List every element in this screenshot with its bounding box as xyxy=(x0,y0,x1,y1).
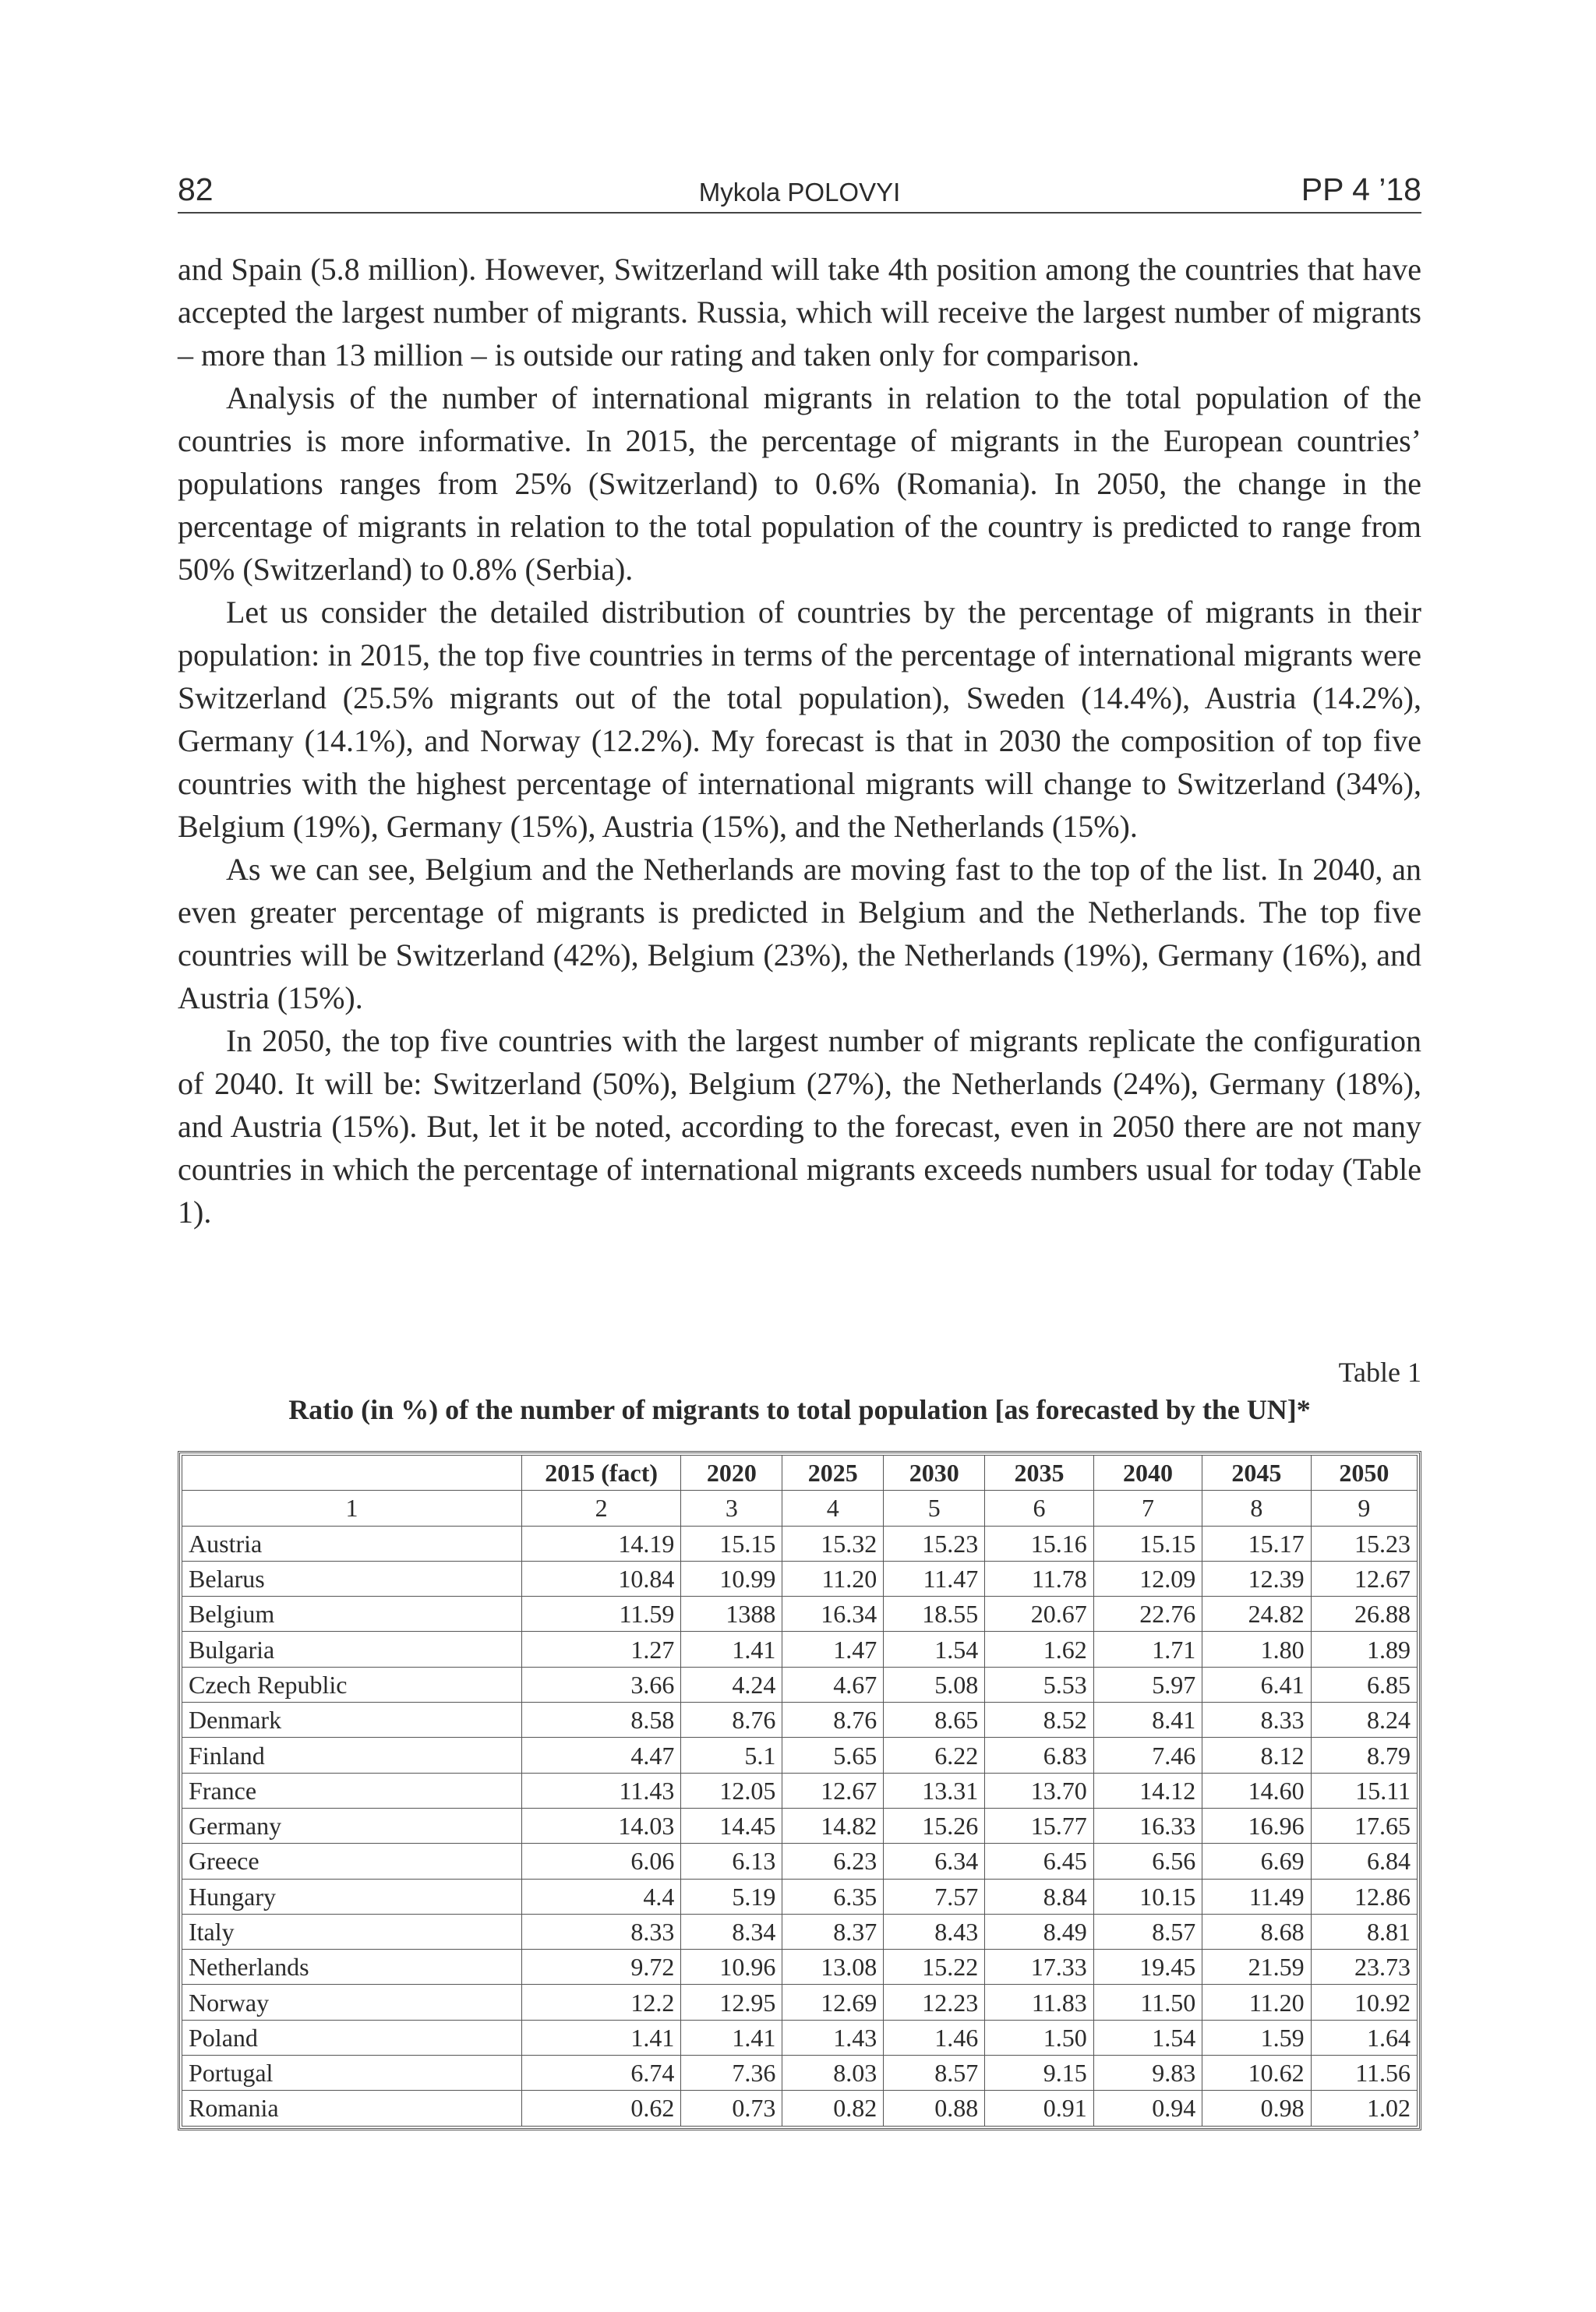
value-cell: 15.17 xyxy=(1202,1526,1311,1561)
country-cell: France xyxy=(182,1773,522,1808)
value-cell: 10.92 xyxy=(1311,1985,1417,2020)
value-cell: 5.97 xyxy=(1093,1667,1202,1702)
value-cell: 12.95 xyxy=(681,1985,782,2020)
value-cell: 1.41 xyxy=(681,2020,782,2055)
value-cell: 8.34 xyxy=(681,1914,782,1949)
value-cell: 0.62 xyxy=(521,2091,680,2126)
value-cell: 1.50 xyxy=(985,2020,1093,2055)
table-row xyxy=(182,1632,1418,1667)
value-cell: 6.06 xyxy=(521,1844,680,1879)
table-row xyxy=(182,1703,1418,1738)
value-cell: 12.39 xyxy=(1202,1561,1311,1596)
value-cell: 20.67 xyxy=(985,1597,1093,1632)
value-cell: 12.2 xyxy=(521,1985,680,2020)
value-cell: 24.82 xyxy=(1202,1597,1311,1632)
value-cell: 19.45 xyxy=(1093,1950,1202,1985)
column-header-year: 2030 xyxy=(884,1456,985,1491)
value-cell: 13.70 xyxy=(985,1773,1093,1808)
value-cell: 17.65 xyxy=(1311,1808,1417,1843)
value-cell: 11.56 xyxy=(1311,2056,1417,2091)
value-cell: 4.4 xyxy=(521,1879,680,1914)
value-cell: 15.16 xyxy=(985,1526,1093,1561)
value-cell: 12.23 xyxy=(884,1985,985,2020)
value-cell: 14.82 xyxy=(782,1808,884,1843)
value-cell: 10.15 xyxy=(1093,1879,1202,1914)
value-cell: 6.45 xyxy=(985,1844,1093,1879)
value-cell: 11.83 xyxy=(985,1985,1093,2020)
value-cell: 9.72 xyxy=(521,1950,680,1985)
value-cell: 11.47 xyxy=(884,1561,985,1596)
value-cell: 8.03 xyxy=(782,2056,884,2091)
value-cell: 16.96 xyxy=(1202,1808,1311,1843)
country-cell: Denmark xyxy=(182,1703,522,1738)
country-cell: Greece xyxy=(182,1844,522,1879)
value-cell: 16.34 xyxy=(782,1597,884,1632)
value-cell: 6.41 xyxy=(1202,1667,1311,1702)
value-cell: 6.22 xyxy=(884,1738,985,1773)
value-cell: 14.45 xyxy=(681,1808,782,1843)
value-cell: 4.47 xyxy=(521,1738,680,1773)
column-number-cell: 5 xyxy=(884,1491,985,1526)
value-cell: 8.57 xyxy=(1093,1914,1202,1949)
value-cell: 14.12 xyxy=(1093,1773,1202,1808)
country-cell: Germany xyxy=(182,1808,522,1843)
migrants-table xyxy=(182,1455,1418,2127)
value-cell: 0.94 xyxy=(1093,2091,1202,2126)
column-header-year: 2040 xyxy=(1093,1456,1202,1491)
country-cell: Hungary xyxy=(182,1879,522,1914)
value-cell: 11.59 xyxy=(521,1597,680,1632)
table-body xyxy=(182,1526,1418,2126)
column-header-year: 2035 xyxy=(985,1456,1093,1491)
country-cell: Romania xyxy=(182,2091,522,2126)
value-cell: 13.08 xyxy=(782,1950,884,1985)
paragraph: Let us consider the detailed distribution of countries by the percentage of migrants in their population: in 2015, the top five countries in terms of the percentage of international migrants were Switzerland (25.5% migrants out of the total population), Sweden (14.4%), Austria (14.2%), Germany (14.1%), and Norway (12.2%). My forecast is that in 2030 the composition of top five countries with the highest percentage of international migrants will change to Switzerland (34%), Belgium (19%), Germany (15%), Austria (15%), and the Netherlands (15%). xyxy=(178,595,1421,844)
value-cell: 12.09 xyxy=(1093,1561,1202,1596)
value-cell: 7.57 xyxy=(884,1879,985,1914)
value-cell: 10.96 xyxy=(681,1950,782,1985)
value-cell: 8.58 xyxy=(521,1703,680,1738)
value-cell: 5.65 xyxy=(782,1738,884,1773)
value-cell: 8.52 xyxy=(985,1703,1093,1738)
country-cell: Bulgaria xyxy=(182,1632,522,1667)
paragraph: and Spain (5.8 million). However, Switzerland will take 4th position among the countries that have accepted the largest number of migrants. Russia, which will receive the largest number of migrants – more than 13 million – is outside our rating and taken only for comparison. xyxy=(178,252,1421,372)
table-row xyxy=(182,2056,1418,2091)
value-cell: 15.77 xyxy=(985,1808,1093,1843)
value-cell: 11.20 xyxy=(782,1561,884,1596)
value-cell: 11.43 xyxy=(521,1773,680,1808)
value-cell: 6.84 xyxy=(1311,1844,1417,1879)
table-row xyxy=(182,1561,1418,1596)
value-cell: 11.50 xyxy=(1093,1985,1202,2020)
country-cell: Poland xyxy=(182,2020,522,2055)
table-row xyxy=(182,2020,1418,2055)
value-cell: 14.19 xyxy=(521,1526,680,1561)
table-row xyxy=(182,1985,1418,2020)
value-cell: 8.43 xyxy=(884,1914,985,1949)
value-cell: 10.62 xyxy=(1202,2056,1311,2091)
journal-issue: PP 4 ’18 xyxy=(1301,171,1421,207)
value-cell: 1388 xyxy=(681,1597,782,1632)
value-cell: 8.37 xyxy=(782,1914,884,1949)
value-cell: 1.62 xyxy=(985,1632,1093,1667)
value-cell: 15.15 xyxy=(1093,1526,1202,1561)
value-cell: 11.78 xyxy=(985,1561,1093,1596)
value-cell: 1.46 xyxy=(884,2020,985,2055)
country-cell: Netherlands xyxy=(182,1950,522,1985)
column-number-cell: 9 xyxy=(1311,1491,1417,1526)
value-cell: 8.33 xyxy=(1202,1703,1311,1738)
value-cell: 15.32 xyxy=(782,1526,884,1561)
table-row xyxy=(182,1879,1418,1914)
value-cell: 6.23 xyxy=(782,1844,884,1879)
column-header-country xyxy=(182,1456,522,1491)
table-row xyxy=(182,1844,1418,1879)
running-author: Mykola POLOVYI xyxy=(698,178,901,206)
value-cell: 4.67 xyxy=(782,1667,884,1702)
paragraph: In 2050, the top five countries with the largest number of migrants replicate the configuration of 2040. It will be: Switzerland (50%), Belgium (27%), the Netherlands (24%), Germany (18%), and Austria (15%). But, let it be noted, according to the forecast, even in 2050 there are not many countries in which the percentage of international migrants exceeds numbers usual for today (Table 1). xyxy=(178,1023,1421,1230)
value-cell: 12.86 xyxy=(1311,1879,1417,1914)
value-cell: 6.85 xyxy=(1311,1667,1417,1702)
value-cell: 15.26 xyxy=(884,1808,985,1843)
table-title: Ratio (in %) of the number of migrants to total population [as forecasted by the UN]* xyxy=(288,1394,1311,1425)
value-cell: 14.60 xyxy=(1202,1773,1311,1808)
value-cell: 3.66 xyxy=(521,1667,680,1702)
value-cell: 0.91 xyxy=(985,2091,1093,2126)
value-cell: 8.84 xyxy=(985,1879,1093,1914)
value-cell: 11.49 xyxy=(1202,1879,1311,1914)
value-cell: 15.15 xyxy=(681,1526,782,1561)
value-cell: 5.08 xyxy=(884,1667,985,1702)
value-cell: 8.76 xyxy=(782,1703,884,1738)
value-cell: 12.67 xyxy=(782,1773,884,1808)
value-cell: 8.81 xyxy=(1311,1914,1417,1949)
value-cell: 1.41 xyxy=(521,2020,680,2055)
table-row xyxy=(182,1738,1418,1773)
value-cell: 1.59 xyxy=(1202,2020,1311,2055)
value-cell: 8.68 xyxy=(1202,1914,1311,1949)
value-cell: 8.57 xyxy=(884,2056,985,2091)
column-number-cell: 7 xyxy=(1093,1491,1202,1526)
value-cell: 11.20 xyxy=(1202,1985,1311,2020)
column-number-cell: 4 xyxy=(782,1491,884,1526)
column-header-year: 2020 xyxy=(681,1456,782,1491)
value-cell: 22.76 xyxy=(1093,1597,1202,1632)
value-cell: 1.54 xyxy=(1093,2020,1202,2055)
value-cell: 15.22 xyxy=(884,1950,985,1985)
value-cell: 15.11 xyxy=(1311,1773,1417,1808)
value-cell: 1.27 xyxy=(521,1632,680,1667)
value-cell: 15.23 xyxy=(884,1526,985,1561)
column-header-year: 2025 xyxy=(782,1456,884,1491)
country-cell: Belarus xyxy=(182,1561,522,1596)
table-column-number-row xyxy=(182,1491,1418,1526)
value-cell: 1.71 xyxy=(1093,1632,1202,1667)
value-cell: 1.02 xyxy=(1311,2091,1417,2126)
country-cell: Italy xyxy=(182,1914,522,1949)
country-cell: Czech Republic xyxy=(182,1667,522,1702)
table-row xyxy=(182,1914,1418,1949)
value-cell: 6.34 xyxy=(884,1844,985,1879)
value-cell: 0.88 xyxy=(884,2091,985,2126)
value-cell: 1.41 xyxy=(681,1632,782,1667)
value-cell: 1.64 xyxy=(1311,2020,1417,2055)
value-cell: 7.46 xyxy=(1093,1738,1202,1773)
table-label: Table 1 xyxy=(1338,1357,1421,1388)
value-cell: 1.89 xyxy=(1311,1632,1417,1667)
value-cell: 1.54 xyxy=(884,1632,985,1667)
table-row xyxy=(182,1808,1418,1843)
value-cell: 18.55 xyxy=(884,1597,985,1632)
table-row xyxy=(182,1667,1418,1702)
value-cell: 6.13 xyxy=(681,1844,782,1879)
value-cell: 1.80 xyxy=(1202,1632,1311,1667)
paragraph: Analysis of the number of international migrants in relation to the total population of the countries is more informative. In 2015, the percentage of migrants in the European countries’ populations ranges from 25% (Switzerland) to 0.6% (Romania). In 2050, the change in the percentage of migrants in relation to the total population of the country is predicted to range from 50% (Switzerland) to 0.8% (Serbia). xyxy=(178,380,1421,587)
value-cell: 21.59 xyxy=(1202,1950,1311,1985)
column-header-year: 2045 xyxy=(1202,1456,1311,1491)
value-cell: 5.19 xyxy=(681,1879,782,1914)
column-number-cell: 8 xyxy=(1202,1491,1311,1526)
value-cell: 17.33 xyxy=(985,1950,1093,1985)
value-cell: 10.99 xyxy=(681,1561,782,1596)
table-row xyxy=(182,2091,1418,2126)
value-cell: 7.36 xyxy=(681,2056,782,2091)
value-cell: 0.82 xyxy=(782,2091,884,2126)
column-number-cell: 2 xyxy=(521,1491,680,1526)
value-cell: 26.88 xyxy=(1311,1597,1417,1632)
article-body xyxy=(178,248,1421,1234)
value-cell: 6.69 xyxy=(1202,1844,1311,1879)
value-cell: 0.98 xyxy=(1202,2091,1311,2126)
value-cell: 8.49 xyxy=(985,1914,1093,1949)
table-row xyxy=(182,1526,1418,1561)
running-header xyxy=(178,165,1421,214)
table-row xyxy=(182,1597,1418,1632)
data-table-frame xyxy=(178,1451,1421,2130)
value-cell: 13.31 xyxy=(884,1773,985,1808)
value-cell: 12.67 xyxy=(1311,1561,1417,1596)
table-row xyxy=(182,1773,1418,1808)
value-cell: 8.76 xyxy=(681,1703,782,1738)
table-header-row xyxy=(182,1456,1418,1491)
value-cell: 6.56 xyxy=(1093,1844,1202,1879)
column-number-cell: 3 xyxy=(681,1491,782,1526)
country-cell: Finland xyxy=(182,1738,522,1773)
value-cell: 14.03 xyxy=(521,1808,680,1843)
paragraph: As we can see, Belgium and the Netherlands are moving fast to the top of the list. In 2040, an even greater percentage of migrants is predicted in Belgium and the Netherlands. The top five countries will be Switzerland (42%), Belgium (23%), the Netherlands (19%), Germany (16%), and Austria (15%). xyxy=(178,852,1421,1015)
value-cell: 8.12 xyxy=(1202,1738,1311,1773)
value-cell: 23.73 xyxy=(1311,1950,1417,1985)
country-cell: Austria xyxy=(182,1526,522,1561)
value-cell: 6.83 xyxy=(985,1738,1093,1773)
column-header-year: 2015 (fact) xyxy=(521,1456,680,1491)
country-cell: Portugal xyxy=(182,2056,522,2091)
value-cell: 6.74 xyxy=(521,2056,680,2091)
value-cell: 8.24 xyxy=(1311,1703,1417,1738)
country-cell: Belgium xyxy=(182,1597,522,1632)
value-cell: 0.73 xyxy=(681,2091,782,2126)
column-number-cell: 6 xyxy=(985,1491,1093,1526)
value-cell: 8.33 xyxy=(521,1914,680,1949)
value-cell: 8.65 xyxy=(884,1703,985,1738)
value-cell: 8.79 xyxy=(1311,1738,1417,1773)
value-cell: 1.43 xyxy=(782,2020,884,2055)
value-cell: 10.84 xyxy=(521,1561,680,1596)
value-cell: 15.23 xyxy=(1311,1526,1417,1561)
value-cell: 9.15 xyxy=(985,2056,1093,2091)
value-cell: 9.83 xyxy=(1093,2056,1202,2091)
column-header-year: 2050 xyxy=(1311,1456,1417,1491)
page-number: 82 xyxy=(178,171,214,207)
value-cell: 6.35 xyxy=(782,1879,884,1914)
value-cell: 12.05 xyxy=(681,1773,782,1808)
value-cell: 1.47 xyxy=(782,1632,884,1667)
value-cell: 12.69 xyxy=(782,1985,884,2020)
column-number-cell: 1 xyxy=(182,1491,522,1526)
value-cell: 5.53 xyxy=(985,1667,1093,1702)
country-cell: Norway xyxy=(182,1985,522,2020)
value-cell: 4.24 xyxy=(681,1667,782,1702)
value-cell: 5.1 xyxy=(681,1738,782,1773)
table-row xyxy=(182,1950,1418,1985)
value-cell: 8.41 xyxy=(1093,1703,1202,1738)
value-cell: 16.33 xyxy=(1093,1808,1202,1843)
